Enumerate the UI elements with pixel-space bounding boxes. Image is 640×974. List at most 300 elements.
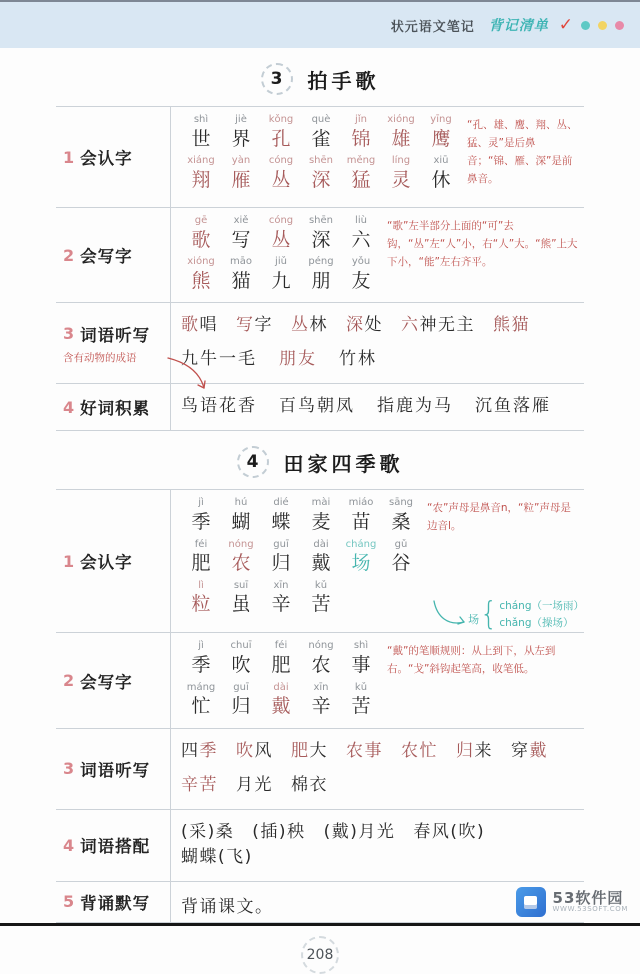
word-block: [181, 310, 582, 378]
pinyin: shēn: [308, 155, 334, 167]
word-char: 一: [219, 349, 238, 370]
character-grid: [181, 497, 421, 627]
word-char: 为: [415, 396, 434, 417]
word: [252, 817, 305, 842]
row-content: [171, 490, 584, 632]
teacher-note: “戴”的笔顺规则：从上到下，从左到右。“戈”斜钩起笔高，收笔低。: [387, 645, 556, 676]
hanzi: 雁: [231, 168, 251, 191]
word-char: 吹: [458, 821, 477, 842]
word-char: 插: [260, 821, 279, 842]
brace-icon: {: [480, 595, 498, 634]
word: [181, 736, 218, 761]
word-char: (: [323, 821, 332, 842]
hanzi-cell: [221, 497, 261, 534]
pinyin: nóng: [308, 640, 334, 652]
hanzi-cell: [181, 580, 221, 617]
pinyin: què: [311, 114, 331, 125]
hanzi-cell: [261, 580, 301, 617]
word-char: 六: [401, 315, 420, 336]
word-char: 春: [413, 821, 432, 842]
watermark-texts: [553, 890, 628, 914]
pink-dot-icon: [615, 21, 624, 30]
pinyin: cóng: [268, 155, 294, 167]
hanzi-cell: [341, 114, 381, 151]
row-label-line: [63, 549, 170, 573]
word-char: (: [181, 821, 190, 842]
word: [279, 391, 355, 416]
hanzi: 粒: [191, 593, 211, 616]
pinyin: jì: [198, 497, 204, 509]
pinyin: xīn: [273, 579, 289, 591]
word-char: 辛: [181, 774, 200, 795]
word-char: 语: [200, 396, 219, 417]
hanzi: 事: [351, 653, 371, 676]
hanzi-cell: [261, 215, 301, 252]
table-row: [56, 384, 584, 431]
row-label-line: [63, 833, 170, 857]
hanzi-cell: [261, 155, 301, 192]
word-char: 字: [254, 315, 273, 336]
pinyin: chuī: [230, 640, 252, 652]
hanzi: 六: [351, 228, 371, 251]
row-label-text: 会认字: [80, 553, 133, 573]
word-char: 飞: [226, 846, 245, 867]
hanzi-cell: [301, 497, 341, 534]
hanzi: 蝴: [231, 510, 251, 533]
word-char: 主: [456, 315, 475, 336]
word-char: 秧: [287, 821, 306, 842]
hanzi: 场: [351, 552, 371, 575]
word: [511, 736, 548, 761]
character-line: [181, 580, 421, 617]
word-char: 友: [298, 349, 317, 370]
pinyin: xióng: [387, 114, 415, 125]
pinyin: kǔ: [354, 681, 368, 693]
hanzi-cell: [421, 155, 461, 192]
table-row: [56, 729, 584, 810]
hanzi: 写: [231, 228, 251, 251]
hanzi-cell: [341, 215, 381, 252]
word-char: 光: [254, 774, 273, 795]
pinyin: máng: [186, 681, 216, 693]
hanzi-cell: [301, 114, 341, 151]
word-char: 林: [358, 349, 377, 370]
hanzi: 友: [351, 269, 371, 292]
word: [377, 391, 453, 416]
row-label-line: [63, 669, 170, 693]
row-number: 5: [63, 892, 75, 912]
pinyin: guī: [273, 538, 289, 550]
row-label: [56, 107, 171, 207]
watermark: [516, 887, 628, 917]
word: [236, 770, 273, 795]
hanzi-cell: [221, 256, 261, 293]
row-content: [171, 107, 584, 207]
table-row: [56, 490, 584, 633]
word-char: ): [278, 821, 288, 842]
hanzi-cell: [221, 682, 261, 719]
pinyin: dié: [273, 497, 289, 509]
word-char: 四: [181, 740, 200, 761]
pinyin: dài: [313, 538, 329, 550]
row-content: [171, 208, 584, 302]
word-char: 蝴: [181, 846, 200, 867]
pinyin: yīng: [430, 114, 452, 125]
pinyin: jǐn: [355, 114, 367, 125]
row-number: 1: [63, 147, 75, 167]
word-char: 农: [401, 740, 420, 761]
hanzi-cell: [261, 256, 301, 293]
lessons-container: [0, 63, 640, 923]
hanzi: 雄: [391, 127, 411, 150]
word-char: 指: [377, 396, 396, 417]
row-label-text: 背诵默写: [80, 893, 151, 913]
pinyin: cháng: [345, 538, 377, 550]
word: [413, 817, 485, 842]
word: [401, 736, 438, 761]
hanzi: 蝶: [271, 510, 291, 533]
word-char: 毛: [238, 349, 257, 370]
hanzi: 猫: [231, 269, 251, 292]
word-char: 凤: [336, 396, 355, 417]
word: [181, 310, 218, 335]
curved-arrow-icon: [166, 354, 212, 396]
row-label-line: [63, 243, 170, 267]
page-header: [0, 2, 640, 48]
pinyin: péng: [308, 256, 334, 268]
word-char: (: [450, 821, 459, 842]
word: [493, 310, 530, 335]
word-char: 采: [189, 821, 208, 842]
character-line: [181, 155, 461, 192]
row-label-text: 好词积累: [80, 399, 151, 419]
word-line: [181, 817, 582, 867]
word: [346, 310, 383, 335]
row-label: [56, 384, 171, 430]
hanzi: 世: [191, 127, 211, 150]
hanzi-cell: [221, 539, 261, 576]
hanzi-cell: [381, 497, 421, 534]
lesson-title: [0, 446, 640, 478]
hanzi: 灵: [391, 168, 411, 191]
word-char: 花: [219, 396, 238, 417]
polyphone-note: [430, 595, 584, 634]
hanzi-cell: [261, 640, 301, 677]
pinyin: xióng: [187, 256, 215, 268]
word: [475, 391, 551, 416]
checkmark-icon: ✓: [558, 15, 573, 35]
hanzi-cell: [181, 114, 221, 151]
hanzi-cell: [341, 539, 381, 576]
teal-dot-icon: [581, 21, 590, 30]
lesson-table: [56, 489, 584, 922]
character-grid: [181, 640, 381, 722]
hanzi: 肥: [191, 552, 211, 575]
word-char: 九: [181, 349, 200, 370]
word-char: 归: [456, 740, 475, 761]
pinyin: féi: [194, 538, 208, 550]
word-char: 戴: [529, 740, 548, 761]
brand-title: 状元语文笔记: [390, 19, 475, 35]
word-char: 落: [513, 396, 532, 417]
word-char: 桑: [215, 821, 235, 842]
hanzi: 农: [311, 653, 331, 676]
pinyin: shēn: [308, 215, 334, 226]
hanzi: 苦: [311, 593, 331, 616]
row-number: 4: [63, 397, 75, 417]
word-char: 大: [309, 740, 328, 761]
watermark-logo-icon: [516, 887, 546, 917]
hanzi-cell: [301, 155, 341, 192]
pinyin: xiě: [233, 215, 249, 226]
hanzi: 季: [191, 653, 211, 676]
lesson-table: [56, 106, 584, 431]
row-label: [56, 633, 171, 727]
pinyin: xīn: [313, 681, 329, 693]
word-char: 事: [364, 740, 383, 761]
row-content: [171, 384, 584, 430]
hanzi: 孔: [271, 127, 291, 150]
word-char: 唱: [199, 315, 218, 336]
row-number: 4: [63, 835, 75, 855]
row-number: 3: [63, 759, 75, 779]
row-content: [171, 729, 584, 809]
hanzi-cell: [221, 640, 261, 677]
hanzi: 吹: [231, 653, 251, 676]
word: [291, 310, 328, 335]
word-char: ): [207, 821, 216, 842]
hanzi: 深: [311, 168, 331, 191]
hanzi: 苗: [351, 510, 371, 533]
hanzi: 雀: [311, 127, 331, 150]
row-content: [171, 810, 584, 881]
hanzi-cell: [301, 580, 341, 617]
character-grid: [181, 215, 381, 297]
watermark-name: 53软件园: [552, 888, 624, 907]
pinyin: hú: [234, 497, 248, 509]
row-label: [56, 208, 171, 302]
row-label: [56, 810, 171, 881]
word-char: 来: [474, 740, 493, 761]
pinyin: guī: [233, 681, 249, 693]
word-block: [181, 736, 582, 804]
teacher-note: “歌”左半部分上面的“可”去钩，“丛”左“人”小，右“人”大。“熊”上大下小，“能”左右齐平。: [387, 220, 578, 268]
character-line: [181, 539, 421, 576]
pinyin: suī: [233, 579, 249, 591]
row-label-line: [63, 322, 170, 346]
row-number: 2: [63, 671, 75, 691]
word: [181, 842, 253, 867]
hanzi: 界: [231, 127, 251, 150]
hanzi-cell: [181, 256, 221, 293]
hanzi: 歌: [191, 228, 211, 251]
pinyin: jì: [198, 640, 204, 652]
hanzi: 苦: [351, 695, 371, 718]
hanzi-cell: [341, 497, 381, 534]
hanzi-cell: [261, 497, 301, 534]
table-row: [56, 633, 584, 728]
pinyin: yàn: [231, 155, 251, 167]
word-char: ): [244, 846, 253, 867]
row-text: 背诵课文。: [181, 896, 274, 917]
word-char: 写: [236, 315, 255, 336]
hanzi: 熊: [191, 269, 211, 292]
hanzi-cell: [181, 682, 221, 719]
word-char: 熊: [493, 315, 512, 336]
character-line: [181, 640, 381, 677]
hanzi: 肥: [271, 653, 291, 676]
lesson-title: [0, 63, 640, 95]
word-char: 苦: [199, 774, 218, 795]
character-line: [181, 256, 381, 293]
hanzi-cell: [381, 539, 421, 576]
hanzi-cell: [261, 114, 301, 151]
hanzi-cell: [341, 640, 381, 677]
word-char: 月: [358, 821, 377, 842]
word: [346, 736, 383, 761]
row-label-text: 会写字: [80, 247, 133, 267]
header-tagline: 背记清单: [488, 18, 549, 34]
lesson-name: 田家四季歌: [283, 451, 404, 476]
word-line: [181, 391, 582, 416]
hanzi-cell: [421, 114, 461, 151]
row-sublabel-note: 含有动物的成语: [63, 350, 170, 365]
word-char: 朋: [279, 349, 298, 370]
row-label-text: 会写字: [80, 672, 133, 692]
hanzi: 桑: [391, 510, 411, 533]
table-row: [56, 208, 584, 303]
word-char: 无: [438, 315, 457, 336]
word-char: 吹: [236, 740, 255, 761]
pinyin: jiǔ: [275, 256, 287, 268]
hanzi: 朋: [311, 269, 331, 292]
word-char: 棉: [291, 774, 310, 795]
row-label-text: 会认字: [80, 149, 133, 168]
teacher-note: “孔、雄、鹰、翔、丛、猛、灵”是后鼻音；“锦、雁、深”是前鼻音。: [467, 119, 578, 185]
word-char: 雁: [532, 396, 551, 417]
hanzi: 锦: [351, 127, 371, 150]
row-label-line: [63, 145, 170, 169]
word: [236, 310, 273, 335]
word-char: 深: [346, 315, 365, 336]
hanzi-cell: [181, 497, 221, 534]
row-label-line: [63, 757, 170, 781]
pinyin: nóng: [228, 538, 254, 550]
hanzi: 猛: [351, 168, 371, 191]
table-row: [56, 882, 584, 923]
word-char: 马: [434, 396, 453, 417]
hanzi: 翔: [191, 168, 211, 191]
word-char: 衣: [309, 774, 328, 795]
word: [181, 817, 234, 842]
hanzi: 忙: [191, 695, 211, 718]
word: [291, 770, 328, 795]
hanzi-cell: [301, 682, 341, 719]
word-line: [181, 310, 582, 335]
pinyin: měng: [346, 155, 376, 167]
hanzi: 丛: [271, 228, 291, 251]
word: [181, 770, 218, 795]
pinyin: xiáng: [187, 155, 215, 167]
pinyin: kǒng: [268, 114, 294, 125]
hanzi-cell: [221, 114, 261, 151]
hanzi: 丛: [271, 168, 291, 191]
word-char: (: [218, 846, 227, 867]
word: [401, 310, 475, 335]
word-char: 农: [346, 740, 365, 761]
word-char: 忙: [419, 740, 438, 761]
pinyin: lì: [198, 579, 204, 591]
row-content: [171, 303, 584, 383]
word-char: 鸟: [181, 396, 200, 417]
hanzi-cell: [341, 256, 381, 293]
pinyin: shì: [193, 114, 209, 125]
row-label-text: 词语听写: [80, 760, 151, 780]
row-label-text: 词语听写: [80, 325, 151, 345]
word: [236, 736, 273, 761]
table-row: [56, 810, 584, 882]
word-char: 竹: [339, 349, 358, 370]
pinyin: xiū: [433, 155, 449, 167]
character-line: [181, 114, 461, 151]
word-char: 风: [431, 821, 451, 842]
pinyin: mài: [311, 497, 331, 509]
word-char: 光: [376, 821, 396, 842]
teal-curved-arrow-icon: [430, 599, 468, 631]
word-char: (: [252, 821, 261, 842]
hanzi-cell: [301, 215, 341, 252]
word-char: 香: [238, 396, 257, 417]
hanzi-cell: [301, 539, 341, 576]
lesson-number: 4: [237, 446, 269, 478]
pinyin: féi: [274, 640, 288, 652]
polyphone-option: chǎng（操场）: [499, 616, 574, 629]
character-line: [181, 682, 381, 719]
hanzi-cell: [341, 682, 381, 719]
hanzi: 戴: [311, 552, 331, 575]
hanzi-cell: [261, 682, 301, 719]
pinyin: yǒu: [351, 256, 371, 268]
word-char: 风: [254, 740, 273, 761]
lesson-name: 拍手歌: [307, 68, 380, 93]
word-char: 鹿: [396, 396, 415, 417]
lesson-section: [0, 63, 640, 431]
pinyin: kǔ: [314, 579, 328, 591]
hanzi-cell: [181, 539, 221, 576]
watermark-url: WWW.53SOFT.COM: [552, 905, 628, 914]
word-char: 处: [364, 315, 383, 336]
word-char: 神: [419, 315, 438, 336]
word-char: 穿: [511, 740, 530, 761]
hanzi-cell: [381, 114, 421, 151]
hanzi: 麦: [311, 510, 331, 533]
hanzi: 季: [191, 510, 211, 533]
word-char: 猫: [511, 315, 530, 336]
row-label: [56, 490, 171, 632]
hanzi: 归: [271, 552, 291, 575]
page-number: 208: [301, 936, 339, 974]
hanzi-cell: [181, 640, 221, 677]
word-block: [181, 391, 582, 425]
word: [291, 736, 328, 761]
hanzi-cell: [181, 215, 221, 252]
hanzi-cell: [221, 580, 261, 617]
word-char: 蝶: [199, 846, 218, 867]
row-label: [56, 303, 171, 383]
row-label-line: [63, 890, 170, 914]
table-row: [56, 107, 584, 208]
word-char: 朝: [317, 396, 336, 417]
